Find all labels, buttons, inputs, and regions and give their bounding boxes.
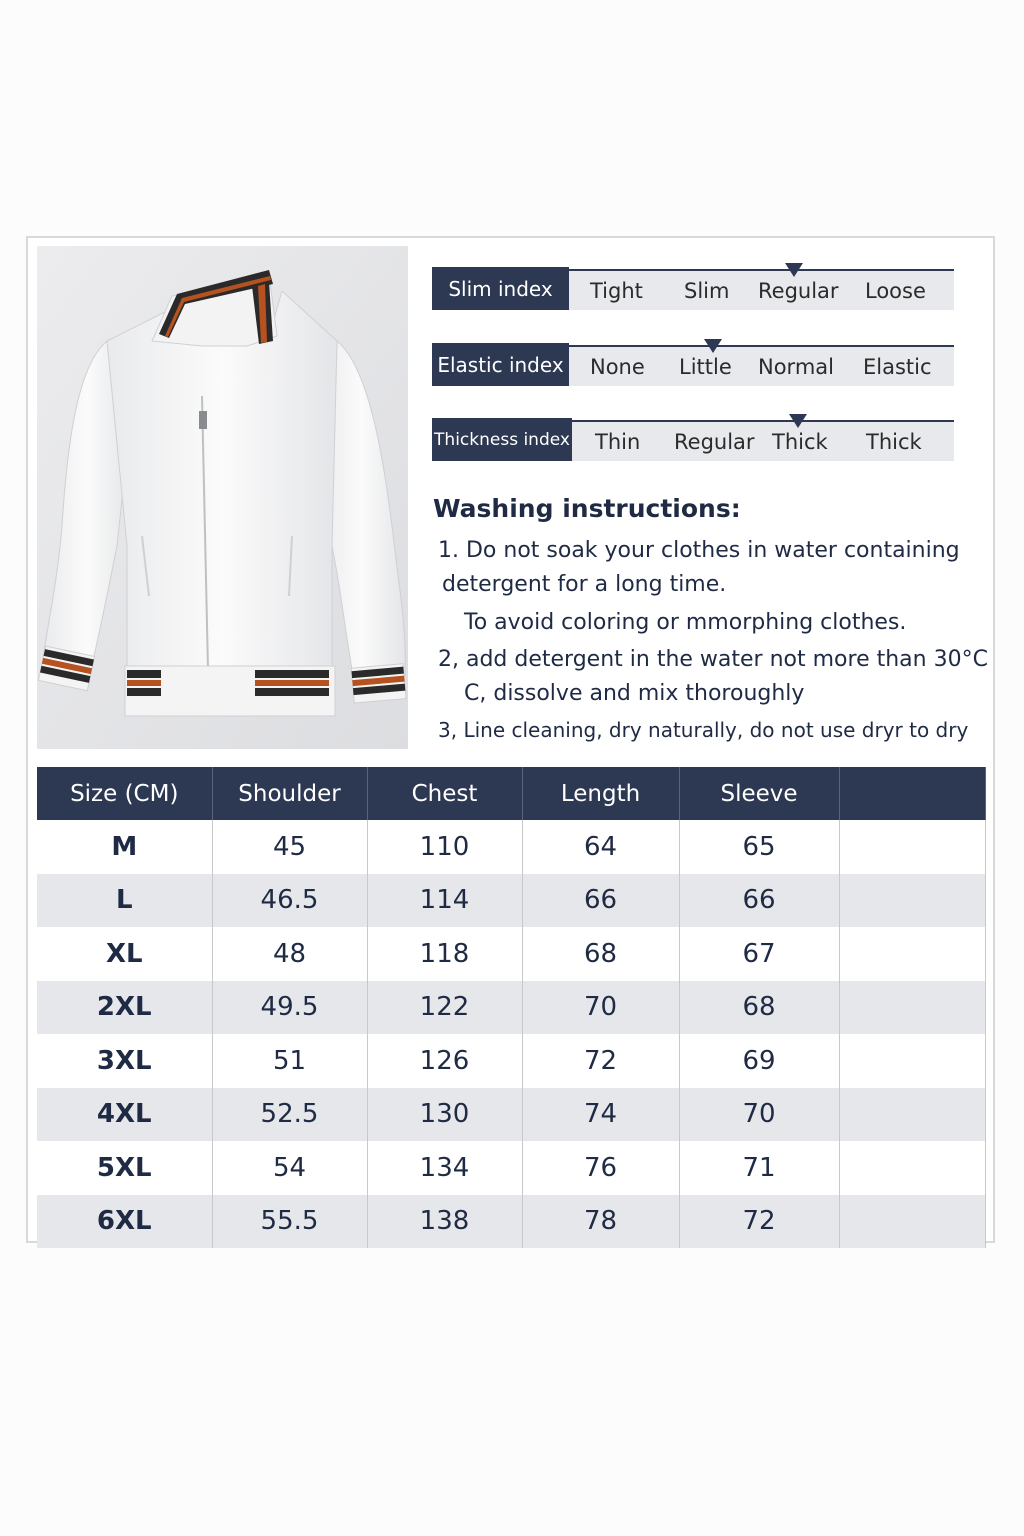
sleeve-cell: 69 (679, 1034, 839, 1088)
empty-cell (839, 1195, 985, 1249)
shoulder-cell: 46.5 (212, 874, 367, 928)
shoulder-cell: 45 (212, 820, 367, 874)
length-cell: 66 (522, 874, 679, 928)
empty-cell (839, 874, 985, 928)
table-row (37, 1195, 985, 1249)
empty-cell (839, 1141, 985, 1195)
sleeve-cell: 70 (679, 1088, 839, 1142)
sleeve-cell: 68 (679, 981, 839, 1035)
length-cell: 64 (522, 820, 679, 874)
sleeve-cell: 67 (679, 927, 839, 981)
size-table-header (37, 767, 985, 820)
size-cell: 3XL (37, 1034, 212, 1088)
size-cell: L (37, 874, 212, 928)
sleeve-cell: 71 (679, 1141, 839, 1195)
size-cell: 6XL (37, 1195, 212, 1249)
washing-instructions-title: Washing instructions: (433, 494, 741, 523)
header-sleeve: Sleeve (679, 767, 839, 820)
size-cell: XL (37, 927, 212, 981)
header-empty (839, 767, 985, 820)
table-row (37, 874, 985, 928)
thickness-option-regular: Regular (674, 430, 755, 454)
length-cell: 68 (522, 927, 679, 981)
size-cell: M (37, 820, 212, 874)
thickness-option-thick-2: Thick (866, 430, 922, 454)
washing-line-2: detergent for a long time. (442, 572, 727, 597)
table-row (37, 1034, 985, 1088)
slim-option-slim: Slim (684, 279, 730, 303)
sleeve-cell: 72 (679, 1195, 839, 1249)
slim-option-loose: Loose (865, 279, 926, 303)
length-cell: 72 (522, 1034, 679, 1088)
empty-cell (839, 981, 985, 1035)
table-row (37, 927, 985, 981)
slim-index-marker (785, 263, 803, 277)
thickness-index-label: Thickness index (432, 418, 572, 461)
elastic-index-row (432, 343, 954, 386)
shoulder-cell: 55.5 (212, 1195, 367, 1249)
thickness-index-row (432, 418, 954, 461)
header-chest: Chest (367, 767, 522, 820)
length-cell: 76 (522, 1141, 679, 1195)
product-photo (37, 246, 408, 749)
size-cell: 5XL (37, 1141, 212, 1195)
washing-line-4: 2, add detergent in the water not more than 30°C (438, 647, 988, 672)
slim-option-regular: Regular (758, 279, 839, 303)
slim-index-label: Slim index (432, 267, 569, 310)
header-shoulder: Shoulder (212, 767, 367, 820)
chest-cell: 126 (367, 1034, 522, 1088)
chest-cell: 130 (367, 1088, 522, 1142)
chest-cell: 122 (367, 981, 522, 1035)
washing-line-1: 1. Do not soak your clothes in water containing (438, 538, 960, 563)
size-cell: 2XL (37, 981, 212, 1035)
elastic-index-marker (704, 339, 722, 353)
chest-cell: 114 (367, 874, 522, 928)
length-cell: 70 (522, 981, 679, 1035)
washing-line-6: 3, Line cleaning, dry naturally, do not use dryr to dry (438, 718, 969, 742)
washing-line-3: To avoid coloring or mmorphing clothes. (464, 610, 907, 635)
elastic-option-none: None (590, 355, 645, 379)
shoulder-cell: 52.5 (212, 1088, 367, 1142)
elastic-option-elastic: Elastic (863, 355, 932, 379)
washing-line-5: C, dissolve and mix thoroughly (464, 681, 805, 706)
empty-cell (839, 820, 985, 874)
empty-cell (839, 1034, 985, 1088)
elastic-option-normal: Normal (758, 355, 834, 379)
size-cell: 4XL (37, 1088, 212, 1142)
chest-cell: 118 (367, 927, 522, 981)
slim-index-row (432, 267, 954, 310)
header-size: Size (CM) (37, 767, 212, 820)
sleeve-cell: 65 (679, 820, 839, 874)
table-row (37, 820, 985, 874)
empty-cell (839, 927, 985, 981)
white-jacket-illustration (37, 246, 408, 749)
chest-cell: 134 (367, 1141, 522, 1195)
slim-option-tight: Tight (590, 279, 643, 303)
shoulder-cell: 49.5 (212, 981, 367, 1035)
table-row (37, 981, 985, 1035)
table-row (37, 1141, 985, 1195)
empty-cell (839, 1088, 985, 1142)
size-table (37, 767, 986, 1248)
thickness-index-marker (789, 414, 807, 428)
header-length: Length (522, 767, 679, 820)
thickness-option-thin: Thin (595, 430, 641, 454)
sleeve-cell: 66 (679, 874, 839, 928)
length-cell: 74 (522, 1088, 679, 1142)
elastic-option-little: Little (679, 355, 732, 379)
chest-cell: 138 (367, 1195, 522, 1249)
shoulder-cell: 48 (212, 927, 367, 981)
thickness-option-thick: Thick (772, 430, 828, 454)
shoulder-cell: 54 (212, 1141, 367, 1195)
table-row (37, 1088, 985, 1142)
length-cell: 78 (522, 1195, 679, 1249)
elastic-index-label: Elastic index (432, 343, 569, 386)
chest-cell: 110 (367, 820, 522, 874)
shoulder-cell: 51 (212, 1034, 367, 1088)
